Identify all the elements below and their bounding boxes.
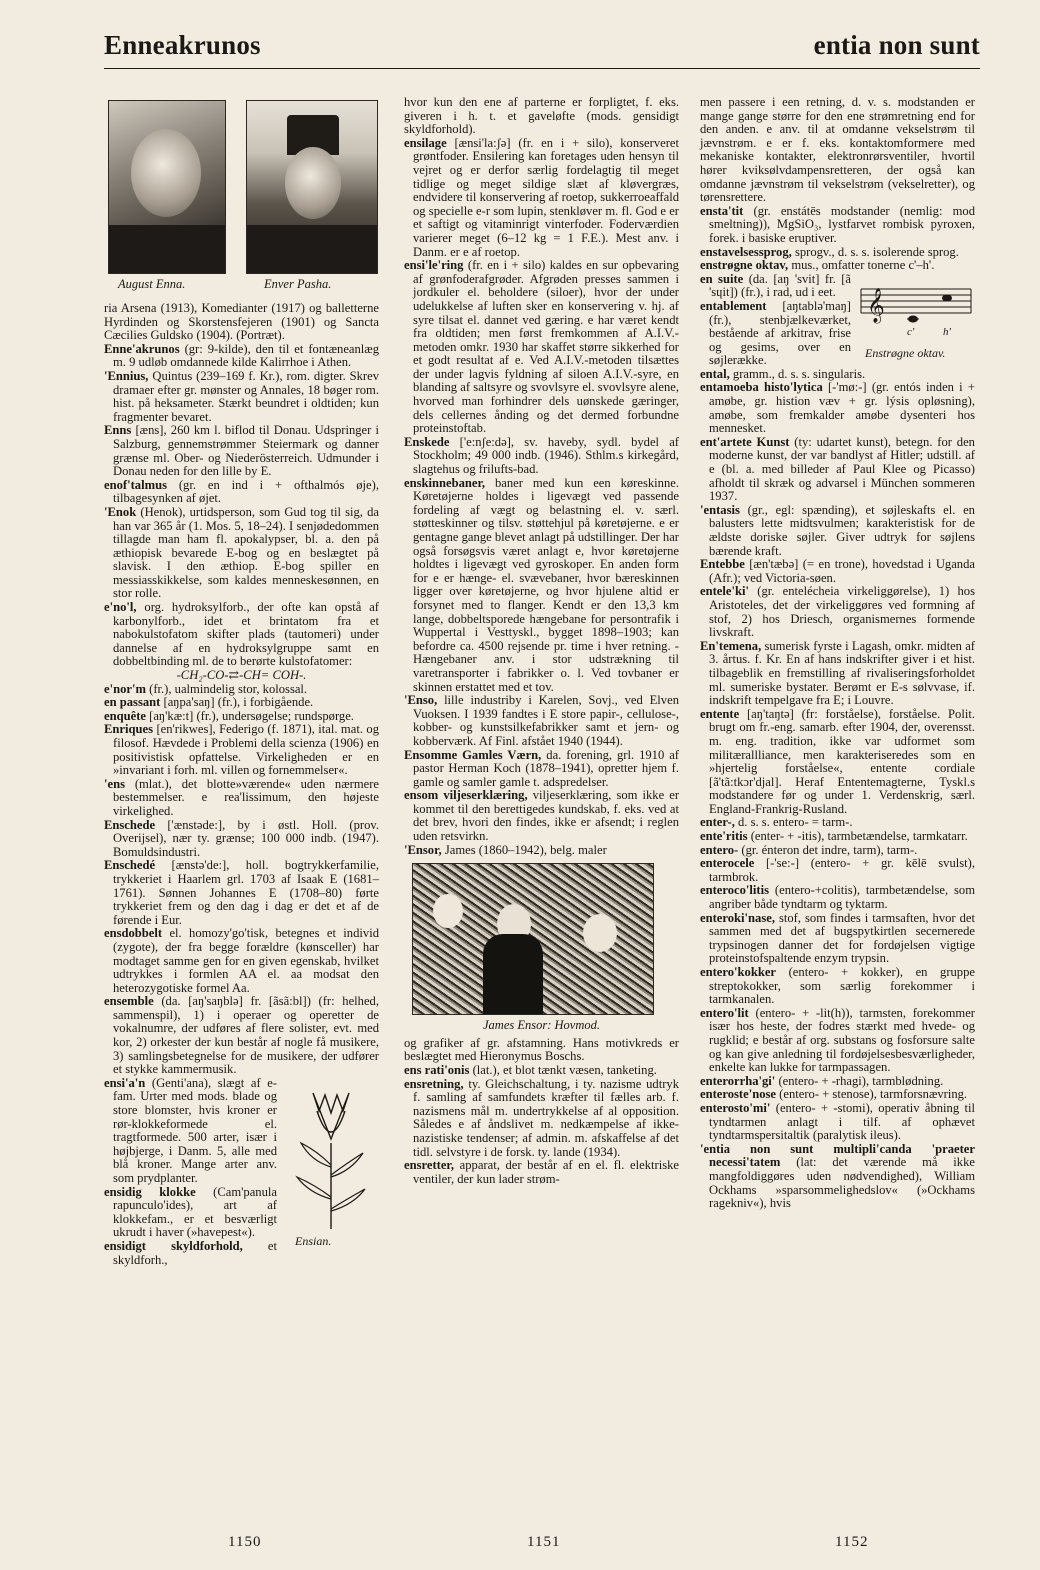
definition: (enter- + -itis), tarmbetændelse, tarmkatarr. <box>750 829 968 844</box>
continued-text: og grafiker af gr. afstamning. Hans motivkreds er beslægtet med Hieronymus Boschs. <box>404 1035 679 1064</box>
ensor-painting <box>412 863 654 1015</box>
running-head-first: Enneakrunos <box>104 30 261 60</box>
definition: (ty: udartet kunst), betegn. for den moderne kunst, der var bandlyst af Hitler; udstill. af e (bl. a. med billeder af Paul Klee og Picasso) afholdt til skræk og advarsel i München sommeren 1937. <box>709 434 975 504</box>
page-number-right: 1152 <box>835 1534 869 1550</box>
painting-mask <box>583 914 617 952</box>
painting-figure-coat <box>483 934 543 1015</box>
definition: (lat: det værende må ikke mangfoldiggøres uden nødvendighed), William Ockhams »sparsommelighedslov« (»Ockhams ragekniv«), hvis <box>709 1155 975 1211</box>
definition: (gr., egl: spænding), et søjleskafts el. en balusters lette midtsvulmen; karakteristisk for de ældste doriske søjler. Giver udtryk for søjlens bærende kraft. <box>709 502 975 558</box>
definition: (da. [aŋ'saŋblə] fr. [ãsã:bl]) (fr: helhed, sammenspil), 1) i operaer og operetter de vokalnumre, der udføres af flere solister, evt. med kor, 2) orkester der kun består af nogle få musikere, 3) samlingsbetegnelse for de musikere, der udfører et stykke kammermusik. <box>113 994 379 1077</box>
headword: enterosto'mi' <box>700 1100 771 1115</box>
headword: entente <box>700 706 740 721</box>
note-label-c: c' <box>907 325 915 338</box>
definition: (Henok), urtidsperson, som Gud tog til sig, da han var 365 år (1. Mos. 5, 18–24). I senjødedommen tillagde man ham fl. apokalypser, bl. a. den på æthiopisk bevarede E-bog og en beslægtet på slavisk. I den æthiop. E-bog spiller en messiasskikkelse, som kaldes menneskesønnen, en stor rolle. <box>113 504 379 601</box>
headword: enof'talmus <box>104 477 167 492</box>
entry <box>700 585 975 639</box>
definition: (entero- + -stomi), operativ åbning til tyndtarmen anlagt i tilf. af ophævet tyndtarmspersitaltik (paralytisk ileus). <box>709 1100 975 1143</box>
entry <box>104 710 379 724</box>
definition: gramm., d. s. s. singularis. <box>732 366 866 381</box>
column-1 <box>104 100 379 1267</box>
definition: [aŋ'kæ:t] (fr.), undersøgelse; rundspørge. <box>149 708 354 723</box>
entry <box>700 381 975 435</box>
definition: mus., omfatter tonerne c'–h'. <box>791 258 935 273</box>
entry <box>700 1007 975 1075</box>
headword: enstavelsessprog, <box>700 244 792 259</box>
headword: ensta'tit <box>700 203 744 218</box>
entry <box>700 884 975 911</box>
headword: enteroco'litis <box>700 883 770 898</box>
note-label-h: h' <box>943 325 951 338</box>
headword: enquête <box>104 708 146 723</box>
entry <box>104 696 379 710</box>
photo-august-enna <box>108 100 226 274</box>
definition: [æns], 260 km l. biflod til Donau. Udspringer i Salzburg, gennemstrømmer Steiermark og danner grænse ml. Ober- og Niederösterreich. Udmunder i Donau neden for den lille by E. <box>113 423 379 479</box>
headword: ensretter, <box>404 1158 455 1173</box>
headword: enstrøgne oktav, <box>700 258 789 273</box>
entry <box>404 436 679 477</box>
definition: da. forening, grl. 1910 af pastor Herman Koch (1878–1941), opretter hjem f. gamle og samler gamle t. adspredelser. <box>413 747 679 789</box>
definition: sprogv., d. s. s. isolerende sprog. <box>794 244 959 259</box>
headword: ente'ritis <box>700 829 748 844</box>
headword: Entebbe <box>700 557 745 572</box>
definition: [aŋpa'saŋ] (fr.), i forbigående. <box>163 695 314 710</box>
headword: entablement <box>700 298 767 313</box>
definition: (lat.), et blot tænkt væsen, tanketing. <box>472 1063 657 1078</box>
headword: En'temena, <box>700 638 762 653</box>
octave-music-illustration <box>857 275 975 361</box>
entry <box>700 1143 975 1211</box>
headword: enter-, <box>700 815 735 830</box>
entry <box>700 558 975 585</box>
photo-caption-2: Enver Pasha. <box>264 277 332 291</box>
definition: (Genti'ana), slægt af e-fam. Urter med mods. blade og store blomster, hvis kroner er rør-klokkeformede el. tragtformede. 500 arter, især i højbjerge, i Danm. 5, alle med blå kroner. Mange arter anv. som prydplanter. <box>113 1075 277 1185</box>
page-number-left: 1150 <box>228 1534 262 1550</box>
gentian-flower-icon <box>283 1081 379 1231</box>
headword: 'ens <box>104 776 125 791</box>
entry <box>700 1075 975 1089</box>
music-staff-icon <box>857 275 975 345</box>
definition: Quintus (239–169 f. Kr.), rom. digter. Skrev dramaer efter gr. mønster og Annales, 18 bøger rom. hist. på heksameter. Stærkt beundret i oldtiden; kun fragmenter bevaret. <box>113 368 379 424</box>
headword: ensi'a'n <box>104 1075 146 1090</box>
entry <box>104 819 379 860</box>
headword: e'nor'm <box>104 681 146 696</box>
portrait-face <box>285 147 341 219</box>
entry <box>404 137 679 259</box>
entry <box>700 1102 975 1143</box>
definition: et skyldforh., <box>113 1238 277 1267</box>
headword: ensom viljeserklæring, <box>404 788 528 803</box>
entry <box>104 683 379 697</box>
headword: entero'kokker <box>700 965 777 979</box>
entry <box>104 995 379 1077</box>
running-head-last: entia non sunt <box>813 30 980 60</box>
entry <box>700 708 975 817</box>
painting-mask <box>433 894 463 928</box>
headword: Enschedé <box>104 858 156 873</box>
definition: [ænsi'la:ʃə] (fr. en i + silo), konserveret grøntfoder. Ensilering kan foretages uden hensyn til vejret og er derfor særlig fordelagtig til meget tidlige og meget sildige slæt af kløvergræs, endvidere til konservering af roetop, sukkerroeaffald og specielle e-r som lupin, stenkløver m. fl. God e er et saftigt og vitaminrigt vinterfoder. Foderværdien varierer meget (6–12 kg = 1 F.E.). Mest anv. i Danm. er e af roetop. <box>413 135 679 259</box>
definition: [en'rikwes], Federigo (f. 1871), ital. mat. og filosof. Hævdede i Problemi della scienza (1906) en positivistisk opfattelse. Virkeligheden er en »invariant i forh. ml. villen og fornemmelser«. <box>113 722 379 778</box>
headword: entamoeba histo'lytica <box>700 380 823 395</box>
entry <box>104 424 379 478</box>
illustration-caption: Enstrøgne oktav. <box>865 345 946 360</box>
entry <box>404 1064 679 1078</box>
column-3 <box>700 96 975 1211</box>
entry <box>700 246 975 260</box>
headword: ensdobbelt <box>104 926 163 941</box>
definition: (entero- + -rhagi), tarmblødning. <box>778 1073 944 1088</box>
entry <box>404 1078 679 1160</box>
headword: ensi'le'ring <box>404 258 464 273</box>
definition: [-'se:-] (entero- + gr. kēlē svulst), tarmbrok. <box>709 856 975 884</box>
headword: Enriques <box>104 722 153 737</box>
headword: en passant <box>104 695 161 710</box>
headword: 'entia non sunt multipli'canda 'praeter necessi'tatem <box>700 1141 975 1170</box>
entry <box>700 504 975 558</box>
headword: 'Ensor, <box>404 842 442 857</box>
portrait-suit <box>109 225 225 273</box>
entry <box>404 789 679 843</box>
entry <box>104 479 379 506</box>
headword: enteroki'nase, <box>700 910 775 925</box>
entry <box>700 205 975 246</box>
definition: (da. [aŋ 'svit] fr. [ã 'sɥit]) (fr.), i rad, ud i eet. <box>709 271 851 300</box>
headword: ensretning, <box>404 1076 464 1091</box>
entry <box>104 601 379 669</box>
headword: Ensomme Gamles Værn, <box>404 747 542 762</box>
entry <box>104 370 379 424</box>
headword: 'Enok <box>104 504 137 519</box>
column-2 <box>404 96 679 1186</box>
definition: (gr: 9-kilde), den til et fontæneanlæg m. 9 udløb omdannede kilde Kalirrhoe i Athen. <box>113 341 379 370</box>
definition: (fr. en i + silo) kaldes en sur opbevaring af grønfoderafgrøder. Afgrøden presses sammen i jordkuler el. beholdere (siloer), hvor der under udelukkelse af luften sker en konservering v. hj. af syre tilsat el. dannet ved gæring. e har været kendt fra oldtiden; men først fremkommen af A.I.V.-metoden omkr. 1930 har skaffet større sikkerhed for et godt resultat af e. Ved A.I.V.-metoden tilsættes der under lagvis fyldning af siloen A.I.V.-syre, en blanding af saltsyre og svovlsyre el. svovlsyre alene, hvorved man forhindrer dels uønskede gæringer, dels cellernes ånding og det dermed forbundne proteinstoftab. <box>413 258 679 436</box>
definition: apparat, der består af en el. fl. elektriske ventiler, der kun lader strøm- <box>413 1158 679 1186</box>
portrait-uniform <box>247 225 377 273</box>
definition: (gr. en ind i + ofthalmós øje), tilbagesynken af øjet. <box>113 477 379 506</box>
definition: stof, som findes i tarmsaften, hvor det sammen med det af bugspytkirtlen secernerede trypsinogen danner det for fordøjelsen vigtige proteinstofspaltende enzym trypsin. <box>709 910 975 966</box>
headword: entero- <box>700 842 739 857</box>
entry <box>404 694 679 748</box>
headword: 'Enso, <box>404 693 438 708</box>
headword: en suite <box>700 271 744 286</box>
svg-text:𝄞: 𝄞 <box>867 287 885 323</box>
photo-caption-1: August Enna. <box>118 277 186 291</box>
definition: viljeserklæring, som ikke er kommet til den berettigedes kundskab, f. eks. ved at det brev, hvori den findes, ikke er afsendt; i reglen uden retsvirkn. <box>413 788 680 844</box>
headword: Enskede <box>404 434 450 449</box>
entry <box>104 343 379 370</box>
continued-text: hvor kun den ene af parterne er forpligtet, f. eks. giveren i h. t. et gaveløfte (mods. gensidigt skyldforhold). <box>404 95 679 137</box>
definition: ['ænstəde:], by i østl. Holl. (prov. Overijsel), nær ty. grænse; 100 000 indb. (1947). Bomuldsindustri. <box>113 817 380 859</box>
definition: (mlat.), det blotte»værende« uden nærmere bestemmelser. e rea'lissimum, den højeste virkelighed. <box>113 776 379 818</box>
painting-caption: James Ensor: Hovmod. <box>483 1018 600 1033</box>
definition: (fr.), ualmindelig stor, kolossal. <box>149 681 308 696</box>
entry <box>700 966 975 1007</box>
headword: ensilage <box>404 135 447 150</box>
portrait-photos <box>104 100 379 298</box>
chemical-formula: -CH₂-CO-⇄-CH= COH-. <box>176 668 307 683</box>
headword: ensemble <box>104 994 154 1009</box>
entry <box>104 859 379 927</box>
headword: ent'artete Kunst <box>700 434 790 449</box>
headword: enterorrha'gi' <box>700 1073 776 1088</box>
definition: lille industriby i Karelen, Sovj., ved Elven Vuoksen. I 1939 fandtes i E store papir-, cellulose-, kobber- og kunstsilkefabrikker samt et jern- og kobberværk. Af Finl. afstået 1940 (1944). <box>413 693 679 748</box>
headword: Enschede <box>104 817 156 832</box>
definition: [ænstə'de:], holl. bogtrykkerfamilie, trykkeriet i Haarlem grl. 1703 af Isaak E (1681–1761). Sønnen Johannes E (1708–80) førte trykkeriet frem og den dag i dag er det et af de førende i Eur. <box>113 858 379 927</box>
headword: 'entasis <box>700 502 740 517</box>
entry <box>700 436 975 504</box>
definition: (Cam'panula rapunculo'ides), art af klokkefam., er et besværligt ukrudt i haver (»havepest«). <box>113 1184 277 1240</box>
entry <box>700 830 975 844</box>
entry <box>700 368 975 382</box>
definition: [-'mø:-] (gr. entós inden i + amøbe, gr. histion væv + gr. lýsis opløsning), amøbe, som fremkalder amøbe dysenteri hos mennesket. <box>709 380 975 436</box>
entry <box>700 1088 975 1102</box>
entry <box>404 259 679 436</box>
definition: d. s. s. entero- = tarm-. <box>738 815 853 830</box>
entry <box>700 844 975 858</box>
entry <box>404 477 679 695</box>
definition: (gr. enstátēs modstander (nemlig: mod smeltning)), MgSiO₃, lystfarvet rombisk pyroxen, forek. i basiske eruptiver. <box>709 203 975 245</box>
entry <box>700 857 975 884</box>
definition: ['e:nʃe:də], sv. haveby, sydl. bydel af Stockholm; 49 000 indb. (1946). Sthlm.s kirkegård, slagtehus og frilufts-bad. <box>413 434 679 477</box>
definition: (gr. entelécheia virkeliggørelse), 1) hos Aristoteles, det der virkeliggøres ved formning af stof, 2) hos Driesch, organismernes formende livskraft. <box>709 584 975 640</box>
headword: ensidigt skyldforhold, <box>104 1238 243 1253</box>
entry <box>700 259 975 273</box>
definition: (entero-+colitis), tarmbetændelse, som angriber både tyndtarm og tyktarm. <box>709 883 975 912</box>
entry <box>104 778 379 819</box>
definition: ty. Gleichschaltung, i ty. nazisme udtryk f. samling af samfundets kræfter til fælles arb. f. nazismens mål m. undertrykkelse af al opposition. Således e af åndslivet m. nedkæmpelse af ikke-nazistiske tendenser; af admin. m. afskaffelse af det tidl. selvstyre i de forsk. ty. lande (1934). <box>413 1076 679 1159</box>
definition: [aŋ'taŋtə] (fr: forståelse), forståelse. Polit. brugt om fr.-eng. samarb. efter 1904, der, overensst. m. eng. tradition, ikke var udformet som militærallliance, men karakteriseredes som en »hjertelig forståelse«, entente cordiale [ã'tã:tkɔr'djal]. Heraf Ententemagterne, Tyskl.s modstandere før og under 1. Verdenskrig, særl. England-Frankrig-Rusland. <box>709 706 975 816</box>
definition: (entero- + kokker), en gruppe streptokokker, som særlig forekommer i tarmkanalen. <box>709 965 975 1007</box>
definition: sumerisk fyrste i Lagash, omkr. midten af 3. årtus. f. Kr. En af hans indskrifter giver i et hist. tilbageblik en fremstilling af rivaliseringsforholdet ml. sumeriske bystater. Berømt er E-s sølvvase, if. indskrift tempelgave fra E; i Louvre. <box>709 638 975 708</box>
definition: (entero- + -lit(h)), tarmsten, forekommer især hos heste, der fodres stærkt med hvede- og rugklid; e består af org. substans og fosforsure salte og kan give anledning til fordøjelsesbesværligheder, enkelte kan lukke for tarmpassagen. <box>709 1005 975 1075</box>
definition: [æn'tæbə] (= en trone), hovedstad i Uganda (Afr.); ved Victoria-søen. <box>709 557 975 585</box>
header-rule <box>104 68 980 69</box>
headword: Enns <box>104 423 132 438</box>
continued-text: men passere i een retning, d. v. s. modstanden er mange gange større for den ene strømretning end for den anden. e anv. til at omdanne vekselstrøm til jævnstrøm. e er f. eks. kontaktomformere med mekaniske kontakter, elektronrørsventiler, hvortil hører kviksølvdampensretteren, der også kan omdanne jævnstrøm til vekselstrøm (vekselretter), og tørensrettere. <box>700 95 975 205</box>
entry <box>404 749 679 790</box>
headword: ensidig klokke <box>104 1184 196 1199</box>
headword: enteroste'nose <box>700 1087 777 1102</box>
headword: enterocele <box>700 856 755 871</box>
headword: 'Ennius, <box>104 368 149 383</box>
illustration-caption: Ensian. <box>295 1233 332 1248</box>
photo-enver-pasha <box>246 100 378 274</box>
headword: ental, <box>700 366 730 381</box>
entry <box>104 506 379 601</box>
headword: e'no'l, <box>104 600 137 615</box>
entry <box>700 912 975 966</box>
headword: enskinnebaner, <box>404 475 486 490</box>
definition: (entero- + stenose), tarmforsnævring. <box>779 1087 968 1102</box>
entry <box>404 1159 679 1186</box>
headword: entero'lit <box>700 1005 749 1020</box>
definition: org. hydroksylforb., der ofte kan opstå af karbonylforb., idet et brintatom fra et nabokulstofatom skifter plads (tautomeri) under dannelse af en hydroksylgruppe samt en dobbeltbinding ml. de to berørte kulstofatomer: <box>113 600 379 669</box>
headword: ens rati'onis <box>404 1063 470 1078</box>
entry <box>700 640 975 708</box>
definition: baner med kun een køreskinne. Køretøjerne holdes i ligevægt ved passende fordeling af vægt og belastning el. v. særl. støtteskinner og tilsv. støttehjul på køretøjerne. e er gentagne gange blevet anlagt på udstillinger. Der har også forsøgsvis været anlagt e, hvor køretøjerne holdtes i ligevægt ved gyroskoper. En anden form for e er hænge- el. svævebaner, hvor bæreskinnen ligger over køretøjerne, og hvor hjulene altid er forsynet med to flanger. Kendt er den 13,3 km lange, dobbeltsporede hængebane for persontrafik i Wuppertal i Vesttyskl., bygget 1898–1903; kan befordre ca. 4500 rejsende pr. time i hver retning. - Hængebaner anv. i stor udstrækning til varetransporter i fabrikker o. l. Ved tovbaner er skinnen erstattet med et tov. <box>413 475 679 694</box>
definition: (gr. énteron det indre, tarm), tarm-. <box>741 842 918 857</box>
gentian-illustration <box>283 1081 379 1251</box>
entry <box>104 723 379 777</box>
entry <box>104 927 379 995</box>
continued-text: ria Arsena (1913), Komedianter (1917) og balletterne Hyrdinden og Skorstensfejeren (1901) og Sancta Cæcilies Guldsko (1904). (Portræt). <box>104 301 379 343</box>
definition: el. homozy'go'tisk, betegnes et individ (zygote), der fra begge forældre (kønsceller) har modtaget samme gen for en given egenskab, hvilket udtrykkes i formlen AA el. aa modsat den heterozygotiske formel Aa. <box>113 926 379 995</box>
entry <box>404 844 679 858</box>
portrait-face <box>131 129 201 217</box>
headword: Enne'akrunos <box>104 341 180 356</box>
definition: James (1860–1942), belg. maler <box>444 842 607 857</box>
headword: entele'ki' <box>700 584 749 599</box>
page-number-middle: 1151 <box>527 1534 561 1550</box>
definition: [aŋtablə'maŋ] (fr.), stenbjælkeværket, bestående af arkitrav, frise og gesims, over en søjlerække. <box>709 298 851 368</box>
entry <box>700 816 975 830</box>
